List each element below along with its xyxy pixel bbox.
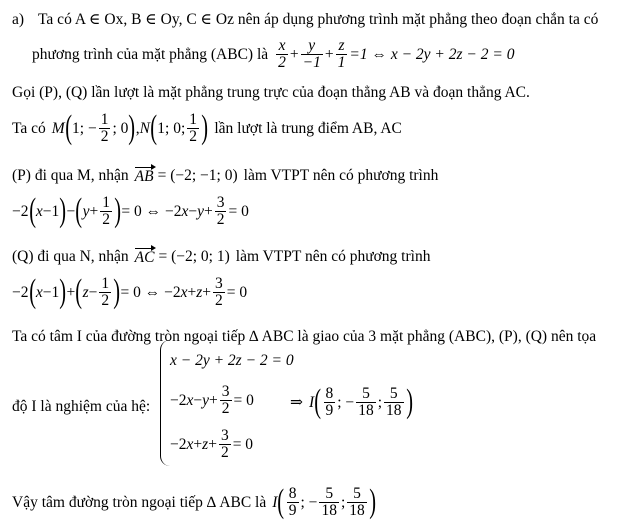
vector-ab-value: = (−2; −1; 0) (157, 167, 238, 184)
frac-y-neg1: $\frac{y}{-1}$ (302, 37, 321, 72)
part-marker: a) (12, 10, 25, 28)
line-7 (12, 248, 430, 266)
frac-x-2: x 2 (278, 37, 286, 72)
line-2: phương trình của mặt phẳng (ABC) là x 2 + $\frac{y}{-1}$ + $\frac{z}{1}$ =1 ⇔ x − 2y + 2z − 2 = 0 (32, 37, 515, 72)
line-8: −2 ( x −1 ) + ( z − $\frac{1}{2}$ ) = 0 ⇔ −2 x + z + $\frac{3}{2}$ = 0 (12, 273, 248, 311)
frac-z-1: $\frac{z}{1}$ (337, 37, 346, 72)
system-eq-1-text: x − 2y + 2z − 2 = 0 (170, 352, 294, 369)
system-eq-1 (170, 352, 294, 370)
define-planes-text: Gọi (P), (Q) lần lượt là mặt phẳng trung trực của đoạn thẳng AB và đoạn thẳng AC. (12, 84, 530, 101)
line-6: −2 ( x −1 ) − ( y + $\frac{1}{2}$ ) = 0 ⇔ −2 x − y + $\frac{3}{2}$ = 0 (12, 192, 249, 230)
plane-intro: phương trình của mặt phẳng (ABC) là (32, 45, 269, 63)
line-4: Ta có M ( 1; − $\frac{1}{2}$ ; 0 ) , N ( 1; 0; 1 2 ) lần lượt là trung điểm AB, AC (12, 109, 402, 147)
plane-p-prefix: (P) đi qua M, nhận (12, 167, 129, 184)
line-5 (12, 167, 438, 185)
line-3 (12, 84, 530, 102)
center-intro-text: Ta có tâm I của đường tròn ngoại tiếp ∆ ABC là giao của 3 mặt phẳng (ABC), (P), (Q) nên tọa (12, 328, 597, 345)
intro-text: Ta có A ∈ Ox, B ∈ Oy, C ∈ Oz nên áp dụng phương trình mặt phẳng theo đoạn chắn ta có (38, 11, 599, 28)
line-10 (12, 398, 150, 416)
system-label: độ I là nghiệm của hệ: (12, 398, 151, 415)
line-1 (12, 10, 598, 29)
line-12: Vậy tâm đường tròn ngoại tiếp ∆ ABC là I ( 8 9 ; − $\frac{5}{18}$ ; 5 18 ) (12, 483, 376, 521)
plane-q-suffix: làm VTPT nên có phương trình (235, 248, 431, 265)
conclusion-text: Vậy tâm đường tròn ngoại tiếp ∆ ABC là (12, 493, 267, 511)
plane-p-suffix: làm VTPT nên có phương trình (243, 167, 439, 184)
midpoint-suffix: lần lượt là trung điểm AB, AC (214, 119, 402, 137)
plane-q-prefix: (Q) đi qua N, nhận (12, 248, 129, 265)
system-eq-2: −2 x − y + $\frac{3}{2}$ = 0 (170, 383, 254, 418)
vector-ac: AC (134, 249, 155, 267)
midpoint-prefix: Ta có (12, 119, 46, 137)
vector-ab: AB (134, 168, 154, 186)
system-eq-3: −2 x + z + $\frac{3}{2}$ = 0 (170, 427, 254, 462)
plane-equation: =1 ⇔ x − 2y + 2z − 2 = 0 (349, 45, 515, 63)
line-9 (12, 328, 596, 346)
vector-ac-value: = (−2; 0; 1) (158, 248, 230, 265)
system-result: ⇒ I ( 8 9 ; − $\frac{5}{18}$ ; 5 18 ) (290, 383, 413, 421)
